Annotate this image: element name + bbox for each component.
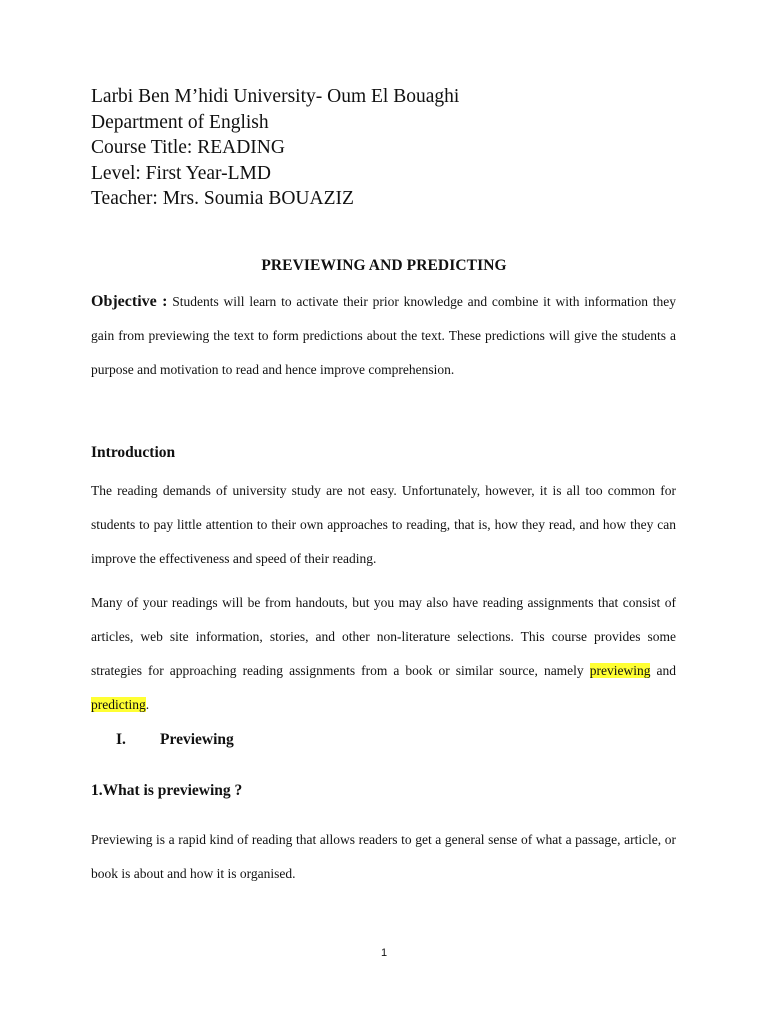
objective-paragraph <box>91 285 676 387</box>
highlight-previewing: previewing <box>589 663 651 678</box>
teacher-name: Teacher: Mrs. Soumia BOUAZIZ <box>91 188 354 209</box>
department-name: Department of English <box>91 111 269 133</box>
introduction-paragraph-2 <box>91 586 676 722</box>
course-level: Level: First Year-LMD <box>91 162 271 184</box>
paragraph-2-text: Many of your readings will be from handouts, but you may also have reading assignments that consist of articles, web site information, stories, and other non-literature selections. This course provides some strategies for approaching reading assignments from a book or similar source, namely <box>91 595 676 678</box>
page-number: 1 <box>380 947 388 959</box>
connector-text: and <box>650 663 676 678</box>
highlight-predicting: predicting <box>91 697 146 712</box>
end-period: . <box>145 697 150 712</box>
document-header <box>91 84 691 212</box>
document-title: PREVIEWING AND PREDICTING <box>261 257 507 274</box>
previewing-definition-paragraph: Previewing is a rapid kind of reading that allows readers to get a general sense of what a passage, article, or book is about and how it is organised. <box>91 832 676 881</box>
section-number: I. <box>116 731 126 748</box>
objective-label: Objective : <box>91 293 168 310</box>
subsection-heading-what-is-previewing: 1.What is previewing ? <box>91 782 243 799</box>
section-title: Previewing <box>160 731 234 748</box>
university-name: Larbi Ben M’hidi University- Oum El Bouaghi <box>91 86 460 107</box>
section-heading-previewing <box>116 731 234 749</box>
introduction-heading: Introduction <box>91 444 176 461</box>
course-title: Course Title: READING <box>91 137 285 158</box>
introduction-paragraph-1: The reading demands of university study are not easy. Unfortunately, however, it is all too common for students to pay little attention to their own approaches to reading, that is, how they read, and how they can improve the effectiveness and speed of their reading. <box>91 483 676 566</box>
objective-text: Students will learn to activate their prior knowledge and combine it with information they gain from previewing the text to form predictions about the text. These predictions will give the students a purpose and motivation to read and hence improve comprehension. <box>91 294 676 377</box>
